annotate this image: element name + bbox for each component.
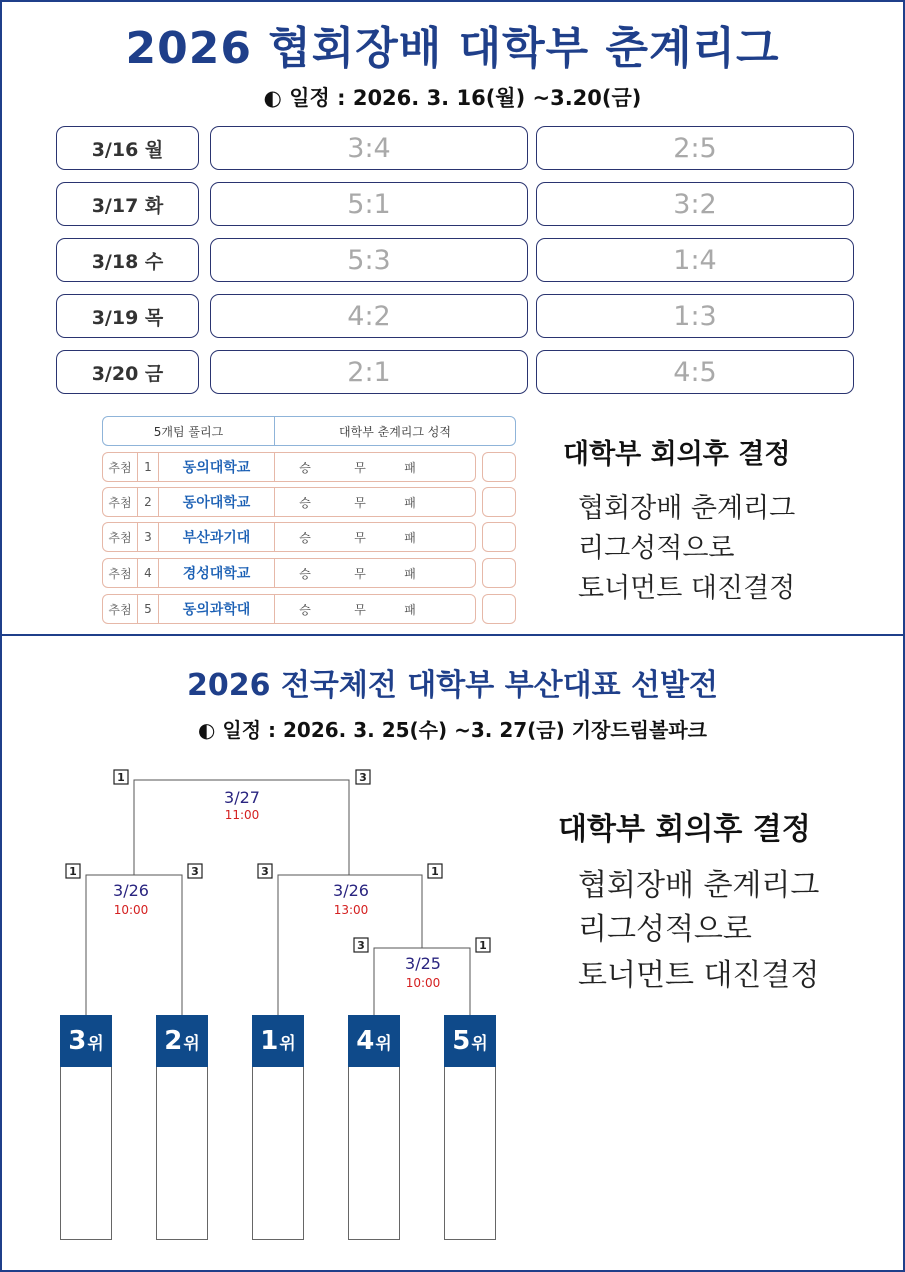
seed-label: 추첨 bbox=[108, 602, 132, 617]
win-label: 승 bbox=[299, 530, 311, 545]
rank-column bbox=[60, 1067, 112, 1240]
team-name: 동아대학교 bbox=[159, 488, 275, 516]
rank-box bbox=[252, 1015, 304, 1067]
match-b: 2:5 bbox=[536, 126, 854, 170]
win-label: 승 bbox=[299, 460, 311, 475]
loss-label: 패 bbox=[404, 530, 416, 545]
header-right: 대학부 춘계리그 성적 bbox=[339, 424, 451, 439]
loss-label: 패 bbox=[404, 495, 416, 510]
note-line: 리그성적으로 bbox=[578, 533, 735, 564]
match-date: 3/25 bbox=[405, 954, 441, 973]
rank-number: 4 bbox=[356, 1026, 375, 1056]
match-b: 3:2 bbox=[536, 182, 854, 226]
seed-tag-text: 3 bbox=[359, 771, 367, 784]
rank-column bbox=[252, 1067, 304, 1240]
match-b: 1:4 bbox=[536, 238, 854, 282]
seed-tag-text: 1 bbox=[69, 865, 77, 878]
match-b: 4:5 bbox=[536, 350, 854, 394]
rank-unit: 위 bbox=[87, 1033, 104, 1054]
day-label: 3/16 월 bbox=[56, 126, 199, 170]
rank-column bbox=[348, 1067, 400, 1240]
rank-column bbox=[156, 1067, 208, 1240]
seed-tag-text: 3 bbox=[357, 939, 365, 952]
match-time: 10:00 bbox=[405, 976, 441, 990]
league-schedule: ◐ 일정 : 2026. 3. 16(월) ~3.20(금) bbox=[263, 86, 642, 110]
match-b: 1:3 bbox=[536, 294, 854, 338]
loss-label: 패 bbox=[404, 566, 416, 581]
match-time: 10:00 bbox=[113, 903, 149, 917]
page-title: 2026 협회장배 대학부 춘계리그 bbox=[125, 23, 780, 74]
match-a: 3:4 bbox=[210, 126, 528, 170]
seed-label: 추첨 bbox=[108, 530, 132, 545]
match-time: 13:00 bbox=[333, 903, 369, 917]
rank-box bbox=[444, 1015, 496, 1067]
loss-label: 패 bbox=[404, 460, 416, 475]
seed-tag-text: 3 bbox=[261, 865, 269, 878]
day-label: 3/18 수 bbox=[56, 238, 199, 282]
team-name: 동의과학대 bbox=[159, 595, 275, 623]
win-label: 승 bbox=[299, 495, 311, 510]
row-number: 1 bbox=[137, 453, 159, 481]
match-a: 4:2 bbox=[210, 294, 528, 338]
win-label: 승 bbox=[299, 566, 311, 581]
rank-unit: 위 bbox=[471, 1033, 488, 1054]
row-number: 5 bbox=[137, 595, 159, 623]
header-left: 5개팀 풀리그 bbox=[103, 417, 275, 445]
note-title: 대학부 회의후 결정 bbox=[563, 439, 791, 470]
note-line: 토너먼트 대진결정 bbox=[578, 573, 796, 604]
match-a: 5:1 bbox=[210, 182, 528, 226]
win-label: 승 bbox=[299, 602, 311, 617]
rank-number: 5 bbox=[452, 1026, 471, 1056]
row-number: 2 bbox=[137, 488, 159, 516]
day-label: 3/17 화 bbox=[56, 182, 199, 226]
seed-label: 추첨 bbox=[108, 566, 132, 581]
seed-tag-text: 1 bbox=[479, 939, 487, 952]
rank-number: 2 bbox=[164, 1026, 183, 1056]
match-a: 5:3 bbox=[210, 238, 528, 282]
team-name: 경성대학교 bbox=[159, 559, 275, 587]
rank-unit: 위 bbox=[375, 1033, 392, 1054]
team-name: 부산과기대 bbox=[159, 523, 275, 551]
draw-label: 무 bbox=[354, 495, 366, 510]
rank-unit: 위 bbox=[279, 1033, 296, 1054]
note-line: 협회장배 춘계리그 bbox=[578, 868, 820, 903]
match-time: 11:00 bbox=[224, 808, 260, 822]
match-date: 3/27 bbox=[224, 788, 260, 807]
rank-unit: 위 bbox=[183, 1033, 200, 1054]
rank-box bbox=[156, 1015, 208, 1067]
match-date: 3/26 bbox=[333, 881, 369, 900]
draw-label: 무 bbox=[354, 530, 366, 545]
row-number: 4 bbox=[137, 559, 159, 587]
row-number: 3 bbox=[137, 523, 159, 551]
rank-number: 3 bbox=[68, 1026, 87, 1056]
note-line: 토너먼트 대진결정 bbox=[578, 958, 820, 993]
rank-column bbox=[444, 1067, 496, 1240]
seed-tag-text: 1 bbox=[117, 771, 125, 784]
day-label: 3/20 금 bbox=[56, 350, 199, 394]
section-title: 2026 전국체전 대학부 부산대표 선발전 bbox=[187, 668, 718, 703]
tournament-schedule: ◐ 일정 : 2026. 3. 25(수) ~3. 27(금) 기장드림볼파크 bbox=[198, 718, 707, 742]
day-label: 3/19 목 bbox=[56, 294, 199, 338]
note-line: 리그성적으로 bbox=[578, 912, 752, 947]
note-line: 협회장배 춘계리그 bbox=[578, 493, 796, 524]
match-a: 2:1 bbox=[210, 350, 528, 394]
team-name: 동의대학교 bbox=[159, 453, 275, 481]
rank-number: 1 bbox=[260, 1026, 279, 1056]
draw-label: 무 bbox=[354, 602, 366, 617]
loss-label: 패 bbox=[404, 602, 416, 617]
rank-box bbox=[348, 1015, 400, 1067]
seed-label: 추첨 bbox=[108, 460, 132, 475]
draw-label: 무 bbox=[354, 460, 366, 475]
rank-box bbox=[60, 1015, 112, 1067]
note-title: 대학부 회의후 결정 bbox=[558, 812, 811, 847]
match-date: 3/26 bbox=[113, 881, 149, 900]
seed-label: 추첨 bbox=[108, 495, 132, 510]
seed-tag-text: 3 bbox=[191, 865, 199, 878]
draw-label: 무 bbox=[354, 566, 366, 581]
seed-tag-text: 1 bbox=[431, 865, 439, 878]
